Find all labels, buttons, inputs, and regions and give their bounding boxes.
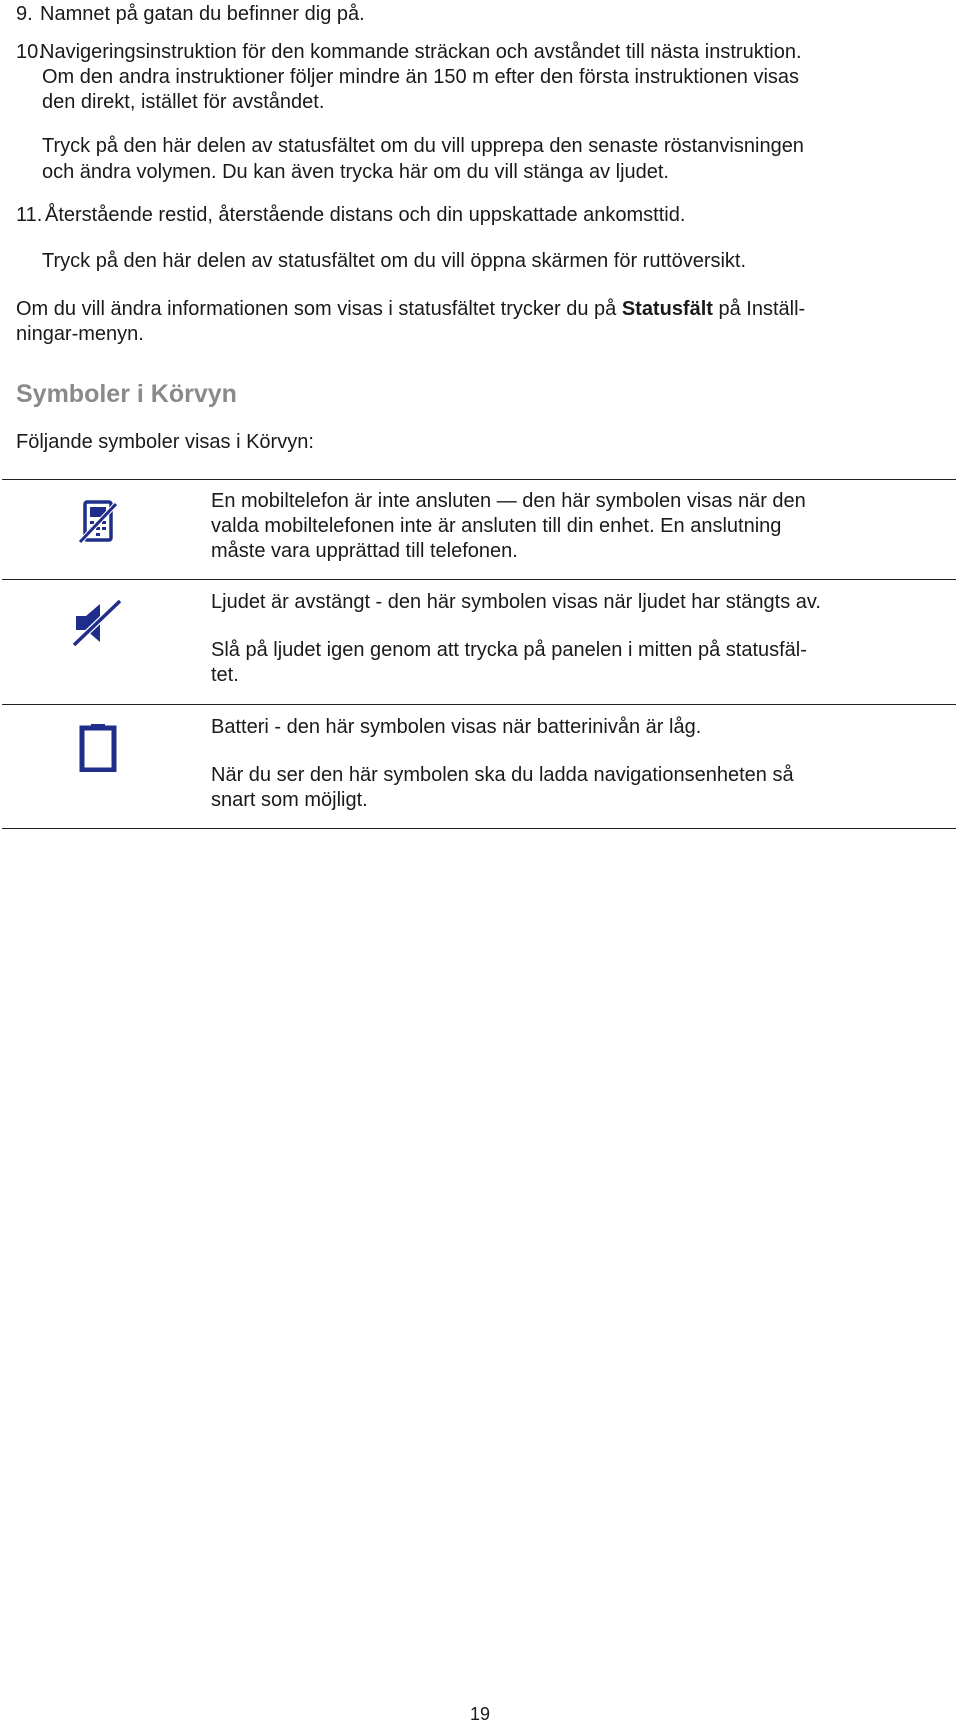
- list-subparagraph: Tryck på den här delen av statusfältet om du vill öppna skärmen för ruttöversikt.: [42, 250, 747, 272]
- page-number: 19: [469, 1704, 491, 1724]
- list-text: Återstående restid, återstående distans och din uppskattade ankomsttid.: [45, 204, 686, 226]
- section-intro: Följande symboler visas i Körvyn:: [16, 431, 314, 453]
- list-text-continued: Om den andra instruktioner följer mindre än 150 m efter den första instruktionen visas: [42, 66, 800, 88]
- list-text: Navigeringsinstruktion för den kommande sträckan och avståndet till nästa instruktion.: [40, 41, 802, 63]
- symbol-description: Slå på ljudet igen genom att trycka på panelen i mitten på statusfäl-: [211, 639, 807, 661]
- symbol-description: tet.: [211, 664, 239, 686]
- symbol-description: måste vara upprättad till telefonen.: [211, 540, 518, 562]
- note-text: på Inställ-: [712, 298, 806, 320]
- list-number: 9.: [16, 3, 33, 25]
- symbol-description: Batteri - den här symbolen visas när batterinivån är låg.: [211, 716, 702, 738]
- list-item-11: [16, 203, 685, 228]
- list-text-continued: den direkt, istället för avståndet.: [42, 91, 325, 113]
- symbol-description: valda mobiltelefonen inte är ansluten till din enhet. En anslutning: [211, 515, 782, 537]
- table-rule: [2, 579, 956, 580]
- battery-low-icon: [78, 722, 118, 772]
- section-heading: Symboler i Körvyn: [16, 380, 237, 408]
- phone-disconnected-icon: [78, 498, 118, 544]
- list-number: 10.: [16, 41, 44, 63]
- table-rule-top: [2, 479, 956, 480]
- list-item-10: [16, 40, 802, 65]
- list-number: 11.: [16, 204, 43, 226]
- statusbar-note-continued: ningar-menyn.: [16, 323, 144, 345]
- symbol-description: snart som möjligt.: [211, 789, 368, 811]
- sound-muted-icon: [72, 599, 124, 647]
- table-rule-bottom: [2, 828, 956, 829]
- list-item-9: [16, 2, 365, 27]
- note-emphasis: Statusfält: [621, 298, 713, 320]
- symbol-description: En mobiltelefon är inte ansluten — den här symbolen visas när den: [211, 490, 806, 512]
- table-rule: [2, 704, 956, 705]
- symbol-description: Ljudet är avstängt - den här symbolen visas när ljudet har stängts av.: [211, 591, 821, 613]
- list-subparagraph: Tryck på den här delen av statusfältet om du vill upprepa den senaste röstanvisningen: [42, 135, 804, 157]
- statusbar-note: [16, 297, 805, 322]
- note-text: Om du vill ändra informationen som visas i statusfältet trycker du på: [16, 298, 622, 320]
- list-text: Namnet på gatan du befinner dig på.: [40, 3, 365, 25]
- list-subparagraph: och ändra volymen. Du kan även trycka här om du vill stänga av ljudet.: [42, 161, 669, 183]
- symbol-description: När du ser den här symbolen ska du ladda navigationsenheten så: [211, 764, 794, 786]
